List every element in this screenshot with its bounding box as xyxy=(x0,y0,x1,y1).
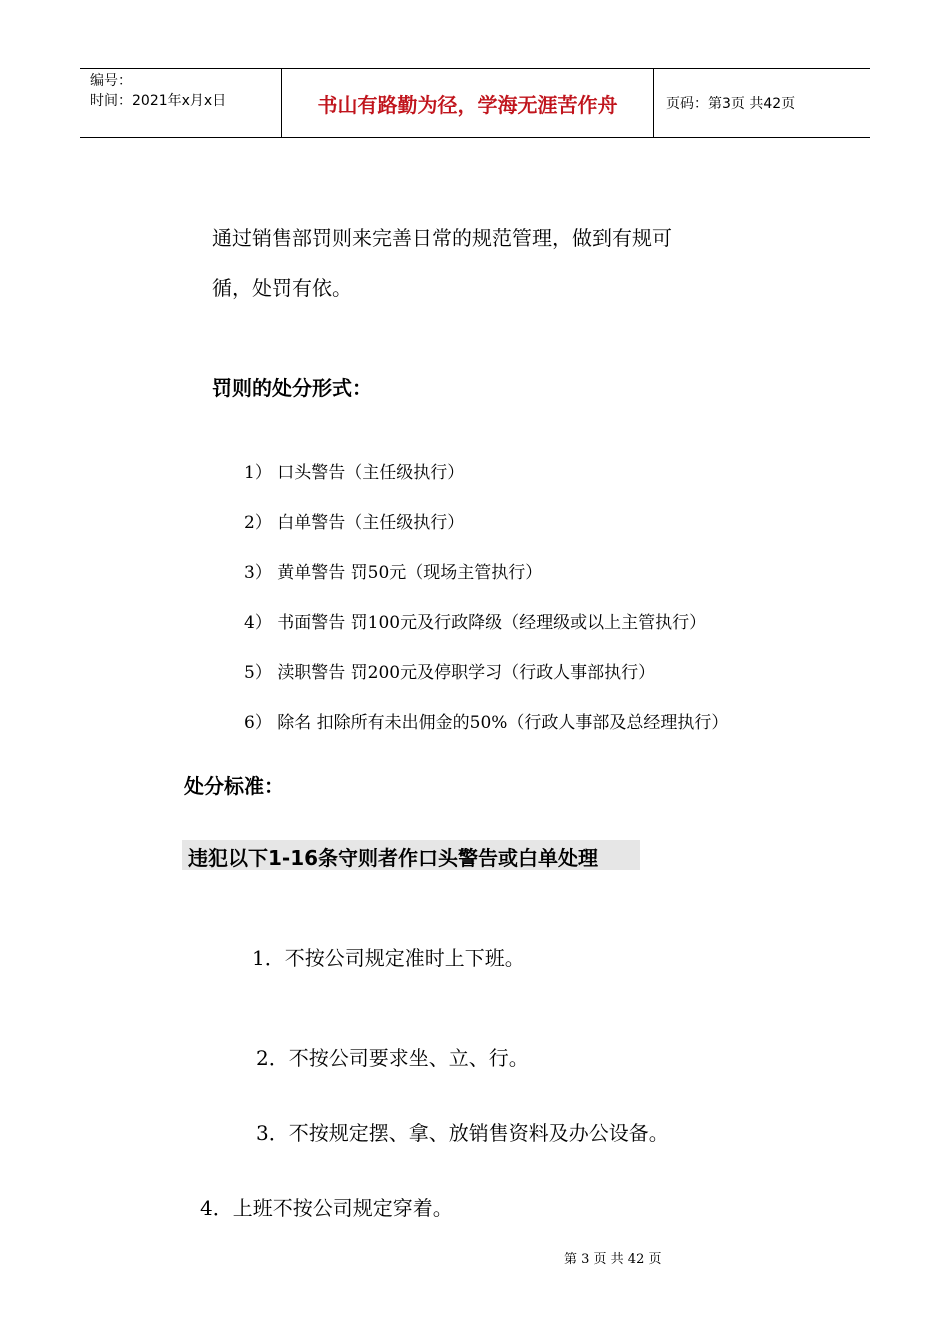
header-motto: 书山有路勤为径，学海无涯苦作舟 xyxy=(282,69,654,137)
rule-item: 3．不按规定摆、拿、放销售资料及办公设备。 xyxy=(256,1121,669,1145)
header-table xyxy=(80,68,870,138)
penalty-item: 5） 渎职警告 罚200元及停职学习（行政人事部执行） xyxy=(244,663,656,683)
header-number-label: 编号： xyxy=(90,73,132,89)
header-time-label: 时间：2021年x月x日 xyxy=(90,93,227,109)
intro-line-1: 通过销售部罚则来完善日常的规范管理，做到有规可 xyxy=(212,226,672,250)
header-page-info: 页码：第3页 共42页 xyxy=(666,96,796,112)
intro-line-2: 循，处罚有依。 xyxy=(212,276,352,300)
standards-heading: 处分标准： xyxy=(184,774,284,798)
penalty-item: 3） 黄单警告 罚50元（现场主管执行） xyxy=(244,563,543,583)
rule-item: 4．上班不按公司规定穿着。 xyxy=(200,1196,453,1220)
rule-item: 2．不按公司要求坐、立、行。 xyxy=(256,1046,529,1070)
penalty-item: 2） 白单警告（主任级执行） xyxy=(244,513,465,533)
penalty-item: 1） 口头警告（主任级执行） xyxy=(244,463,465,483)
rule-item: 1．不按公司规定准时上下班。 xyxy=(252,946,525,970)
page-footer: 第 3 页 共 42 页 xyxy=(564,1252,662,1267)
penalty-item: 4） 书面警告 罚100元及行政降级（经理级或以上主管执行） xyxy=(244,613,707,633)
penalty-item: 6） 除名 扣除所有未出佣金的50%（行政人事部及总经理执行） xyxy=(244,713,729,733)
standards-subheading: 违犯以下1-16条守则者作口头警告或白单处理 xyxy=(188,846,599,870)
header-meta xyxy=(80,69,282,137)
penalty-forms-heading: 罚则的处分形式： xyxy=(212,376,372,400)
